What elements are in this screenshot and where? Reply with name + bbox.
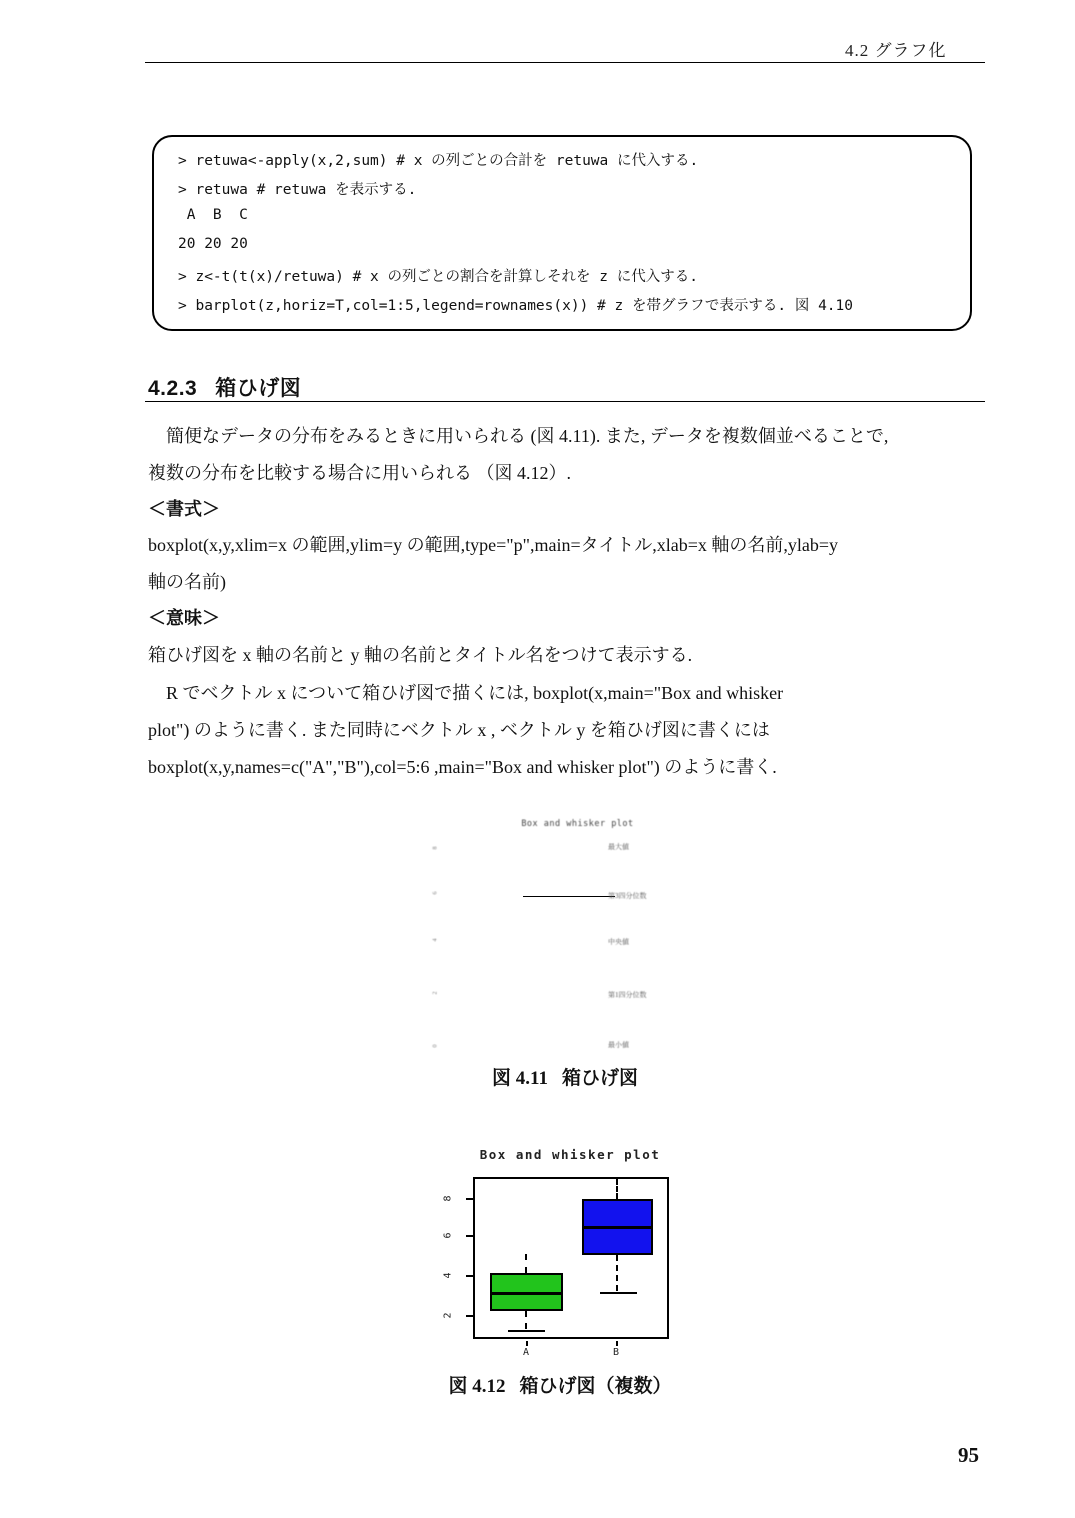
section-number: 4.2.3 — [148, 377, 198, 400]
annotation-q1: 第1四分位数 — [608, 991, 647, 999]
syntax-line-1: boxplot(x,y,xlim=x の範囲,ylim=y の範囲,type="p",main=タイトル,xlab=x 軸の名前,ylab=y — [148, 535, 839, 555]
section-rule — [145, 401, 985, 402]
code-line: > retuwa<-apply(x,2,sum) # x の列ごとの合計を retuwa に代入する. — [178, 153, 699, 169]
y-tick-label: 6 — [442, 1232, 454, 1239]
figure-4-12-boxplot — [440, 1143, 690, 1368]
page-number: 95 — [958, 1443, 979, 1467]
caption-label: 箱ひげ図 — [561, 1068, 638, 1089]
annotation-median: 中央値 — [608, 938, 629, 946]
y-tick-mark — [466, 1235, 473, 1237]
whisker-a-lower — [525, 1311, 527, 1329]
usage-line-3: boxplot(x,y,names=c("A","B"),col=5:6 ,main="Box and whisker plot") のように書く. — [148, 757, 777, 777]
whisker-a-upper — [525, 1254, 527, 1273]
meaning-label: ＜意味＞ — [148, 608, 220, 628]
code-line: > barplot(z,horiz=T,col=1:5,legend=rownames(x)) # z を帯グラフで表示する. 図 4.10 — [178, 298, 853, 314]
code-box — [152, 135, 972, 331]
axis-tick-label: 8 — [432, 846, 439, 850]
caption-number: 図 4.12 — [448, 1376, 506, 1397]
whisker-cap-b-min — [600, 1292, 637, 1294]
whisker-b-lower — [616, 1255, 618, 1291]
y-tick-label: 2 — [442, 1312, 454, 1319]
axis-tick-label: 6 — [432, 891, 439, 895]
y-tick-label: 8 — [442, 1195, 454, 1202]
figure-4-12-title: Box and whisker plot — [479, 1147, 661, 1162]
figure-4-12-caption — [395, 1371, 725, 1398]
x-label-a: A — [523, 1347, 530, 1358]
whisker-b-upper — [616, 1179, 618, 1199]
syntax-line-2: 軸の名前) — [148, 572, 226, 592]
code-line: > z<-t(t(x)/retuwa) # x の列ごとの割合を計算しそれを z に代入する. — [178, 269, 698, 285]
axis-tick-label: 0 — [432, 1044, 439, 1048]
intro-line-1: 簡便なデータの分布をみるときに用いられる (図 4.11). また, データを複数個並べることで, — [166, 426, 889, 446]
caption-number: 図 4.11 — [492, 1068, 548, 1089]
section-title: 箱ひげ図 — [215, 377, 302, 400]
code-line: > retuwa # retuwa を表示する. — [178, 182, 417, 198]
whisker-line — [523, 896, 615, 897]
intro-line-2: 複数の分布を比較する場合に用いられる （図 4.12）. — [148, 463, 571, 483]
x-tick-mark — [526, 1341, 528, 1346]
figure-4-11-caption — [400, 1063, 730, 1090]
x-label-b: B — [613, 1347, 620, 1358]
figure-4-11-title: Box and whisker plot — [521, 819, 634, 829]
y-tick-mark — [466, 1315, 473, 1317]
median-a — [492, 1292, 561, 1295]
annotation-q3: 第3四分位数 — [608, 892, 647, 900]
whisker-cap-a-min — [508, 1330, 545, 1332]
figure-4-11-boxplot — [430, 813, 725, 1063]
caption-label: 箱ひげ図（複数） — [519, 1376, 672, 1397]
meaning-text: 箱ひげ図を x 軸の名前と y 軸の名前とタイトル名をつけて表示する. — [148, 645, 693, 665]
usage-line-1: R でベクトル x について箱ひげ図で描くには, boxplot(x,main="Box and whisker — [166, 683, 784, 703]
section-heading — [148, 372, 301, 402]
running-header: 4.2 グラフ化 — [845, 41, 947, 60]
axis-tick-label: 2 — [432, 991, 439, 995]
y-tick-label: 4 — [442, 1272, 454, 1279]
header-rule — [145, 62, 985, 63]
y-tick-mark — [466, 1275, 473, 1277]
median-b — [584, 1226, 651, 1229]
axis-tick-label: 4 — [432, 938, 439, 942]
code-line: A B C — [178, 207, 248, 223]
x-tick-mark — [616, 1341, 618, 1346]
annotation-max: 最大値 — [608, 843, 629, 851]
annotation-min: 最小値 — [608, 1041, 629, 1049]
y-tick-mark — [466, 1198, 473, 1200]
code-line: 20 20 20 — [178, 236, 248, 252]
usage-line-2: plot") のように書く. また同時にベクトル x , ベクトル y を箱ひげ図に書くには — [148, 720, 770, 740]
format-label: ＜書式＞ — [148, 499, 220, 519]
